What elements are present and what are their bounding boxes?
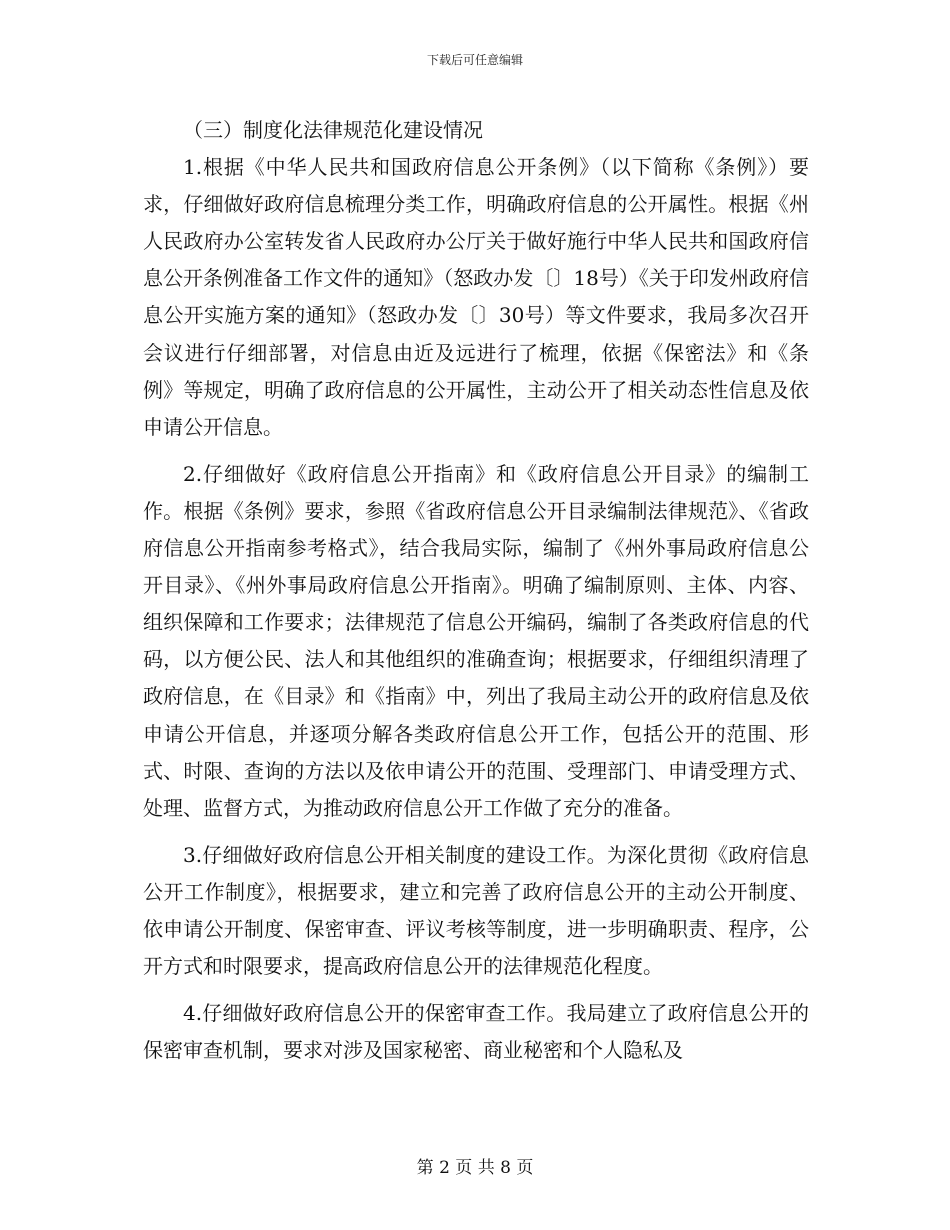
document-body bbox=[143, 112, 809, 1069]
page-number-footer: 第 2 页 共 8 页 bbox=[416, 1158, 534, 1178]
section-heading: （三）制度化法律规范化建设情况 bbox=[183, 118, 483, 142]
paragraph-1: 1.根据《中华人民共和国政府信息公开条例》（以下简称《条例》）要求，仔细做好政府信息梳理分类工作，明确政府信息的公开属性。根据《州人民政府办公室转发省人民政府办公厅关于做好施行中华人民共和国政府信息公开条例准备工作文件的通知》（怒政办发〔〕18号）《关于印发州政府信息公开实施方案的通知》（怒政办发〔〕30号）等文件要求，我局多次召开会议进行仔细部署，对信息由近及远进行了梳理，依据《保密法》和《条例》等规定，明确了政府信息的公开属性，主动公开了相关动态性信息及依申请公开信息。 bbox=[143, 155, 809, 439]
paragraph-3: 3.仔细做好政府信息公开相关制度的建设工作。为深化贯彻《政府信息公开工作制度》，根据要求，建立和完善了政府信息公开的主动公开制度、依申请公开制度、保密审查、评议考核等制度，进一步明确职责、程序，公开方式和时限要求，提高政府信息公开的法律规范化程度。 bbox=[143, 842, 809, 979]
page-header-note: 下载后可任意编辑 bbox=[426, 53, 523, 67]
paragraph-4: 4.仔细做好政府信息公开的保密审查工作。我局建立了政府信息公开的保密审查机制，要求对涉及国家秘密、商业秘密和个人隐私及 bbox=[143, 1001, 809, 1063]
paragraph-2: 2.仔细做好《政府信息公开指南》和《政府信息公开目录》的编制工作。根据《条例》要求，参照《省政府信息公开目录编制法律规范》、《省政府信息公开指南参考格式》，结合我局实际，编制了《州外事局政府信息公开目录》、《州外事局政府信息公开指南》。明确了编制原则、主体、内容、组织保障和工作要求；法律规范了信息公开编码，编制了各类政府信息的代码，以方便公民、法人和其他组织的准确查询；根据要求，仔细组织清理了政府信息，在《目录》和《指南》中，列出了我局主动公开的政府信息及依申请公开信息，并逐项分解各类政府信息公开工作，包括公开的范围、形式、时限、查询的方法以及依申请公开的范围、受理部门、申请受理方式、处理、监督方式，为推动政府信息公开工作做了充分的准备。 bbox=[143, 461, 809, 820]
